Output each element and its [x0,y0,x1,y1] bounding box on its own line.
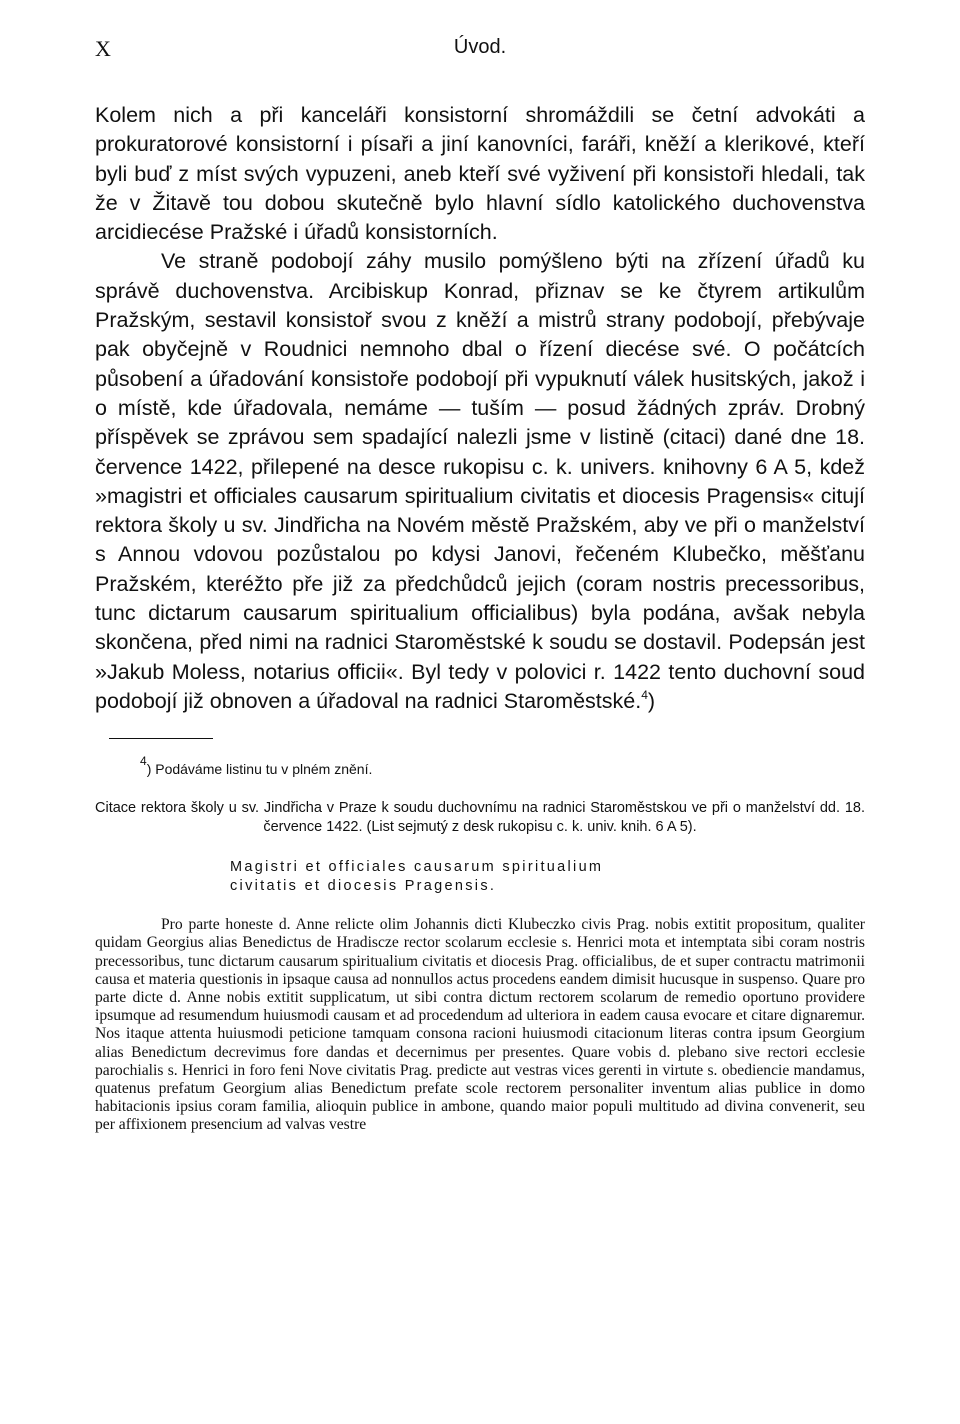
paragraph-2 [95,247,865,716]
book-page [95,36,865,1135]
main-text [95,101,865,716]
footnote-reference-number: 4 [641,687,648,702]
document-heading-line-1: Magistri et officiales causarum spiritualium [230,859,604,876]
document-heading [230,858,865,896]
paragraph-1: Kolem nich a při kanceláři konsistorní shromáždili se četní advokáti a prokuratorové konsistorní i písaři a jiní kanovníci, faráři, kněží a klerikové, kteří byli buď z míst svých vypuzeni, aneb kteří své vyživení při konsistoři hledali, tak že v Žitavě tou dobou skutečně bylo hlavní sídlo katolického duchovenstva arcidiecése Pražské i úřadů konsistorních. [95,103,865,245]
footnote-reference [641,689,655,713]
paragraph-2-text: Ve straně podobojí záhy musilo pomýšleno býti na zřízení úřadů ku správě duchovenstva. Arcibiskup Konrad, přiznav se ke čtyrem artikulům Pražským, sestavil konsistoř svou z kněží a mistrů strany podobojí, přebývaje pak obyčejně v Roudnici nemnoho dbal o řízení diecése své. O počátcích působení a úřadování konsistoře podobojí při vypuknutí válek husitských, jakož i o místě, kde úřadovala, nemáme — tuším — posud žádných zpráv. Drobný příspěvek se zprávou sem spadající nalezli jsme v listině (citaci) dané dne 18. července 1422, přilepené na desce rukopisu c. k. univers. knihovny 6 A 5, kdež »magistri et officiales causarum spiritualium civitatis et diocesis Pragensis« citují rektora školy u sv. Jindřicha na Novém městě Pražském, aby ve při o manželství s Annou vdovou pozůstalou po kdysi Janovi, řečeném Klubečko, měšťanu Pražském, kteréžto pře již za předchůdců jejich (coram nostris precessoribus, tunc dictarum causarum spiritualium officialibus) byla podána, avšak nebyla skončena, před nimi na radnici Staroměstské k soudu se dostavil. Podepsán jest »Jakub Moless, notarius officii«. Byl tedy v polovici r. 1422 tento duchovní soud podobojí již obnoven a úřadoval na radnici Staroměstské. [95,249,865,713]
document-caption: Citace rektora školy u sv. Jindřicha v Praze k soudu duchovnímu na radnici Staroměstskou ve při o manželství dd. 18. července 1422. (List sejmutý z desk rukopisu c. k. univ. knih. 6 A 5). [95,800,865,835]
running-head [95,36,865,66]
document-heading-line-2: civitatis et diocesis Pragensis. [230,878,497,895]
footnote-reference-close: ) [647,688,656,713]
running-title: Úvod. [453,36,507,58]
page-number: X [95,36,111,61]
footnote-rule [109,738,213,739]
latin-document-text: Pro parte honeste d. Anne relicte olim Johannis dicti Klubeczko civis Prag. nobis extitit propositum, qualiter quidam Georgius alias Benedictus de Hradiscze rector scolarum ecclesie s. Henrici mota et intemptata sibi coram nostris precessoribus, tunc dictarum causarum spiritualium civitatis et diocesis Prag. officialibus, de et super contractu matrimonii causa et materia questionis in ipsaque causa ad nonnullos actus procedens eandem dimisit hucusque in suspenso. Quare pro parte dicte d. Anne nobis extitit supplicatum, ut sibi contra dictum rectorem scolarum de remedio oportuno providere ipsumque ad resumendum huiusmodi causam et ad procedendum ad ulteriora in eadem causa evocare et citare dignaremur. Nos itaque attenta huiusmodi peticione tamquam consona racioni huiusmodi citacionum literas contra ipsum Georgium alias Benedictum decrevimus fore dandas et decernimus per presentes. Quare vobis d. plebano sive rectori ecclesie parochialis s. Henrici in foro feni Nove civitatis Prag. predicte aut vestras vices gerenti in virtute s. obediencie mandamus, quatenus prefatum Georgium alias Benedictum prefate scole rectorem personaliter inventum alias publice in domo habitacionis ipsius coram familia, alioquin publice in ambone, quando maior populi multitudo ad divina convenerit, seu per affixionem presencium ad valvas vestre [95,916,865,1134]
footnote-marker: 4 [140,754,147,769]
footnote [140,754,865,779]
footnote-text: ) Podáváme listinu tu v plném znění. [146,761,373,778]
